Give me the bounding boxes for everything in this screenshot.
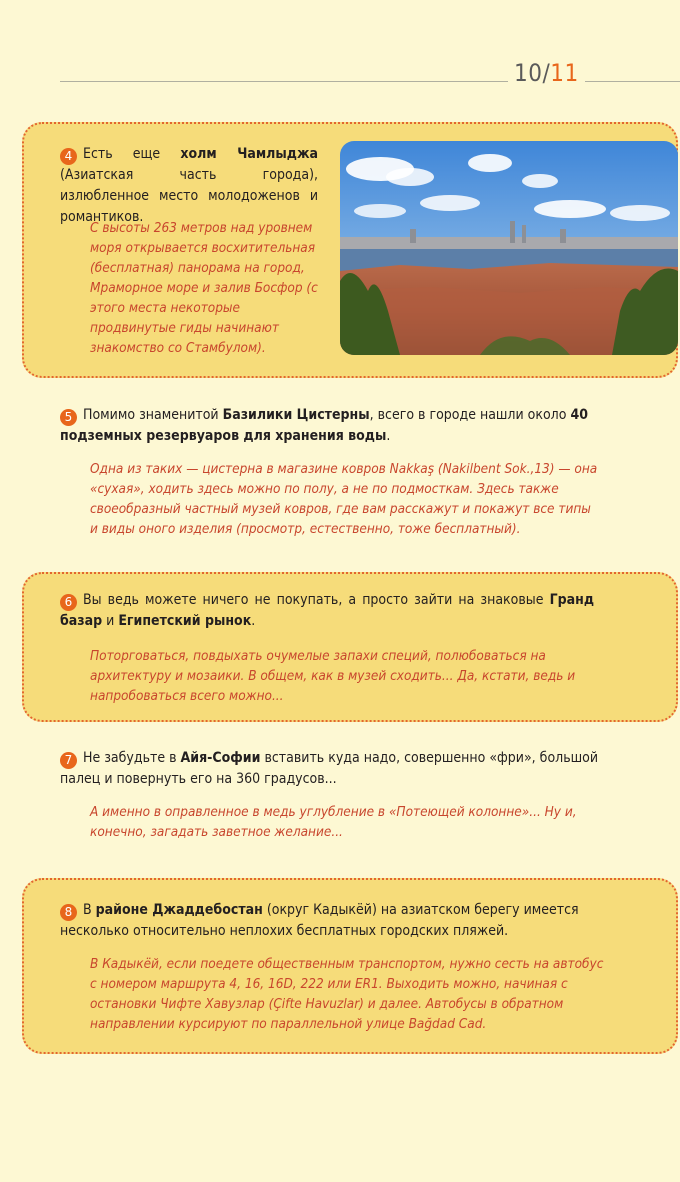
number-badge: 4 xyxy=(60,148,77,165)
text-part: В xyxy=(83,902,96,918)
tip-note: С высоты 263 метров над уровнем моря открывается восхитительная (бесплатная) панорама на город, Мраморное море и залив Босфор (с этого места некоторые продвинутые гиды начинают знакомство со Стамбулом). xyxy=(90,220,318,356)
tip-item-8 xyxy=(22,878,678,1054)
text-part: вставить куда надо, совершенно «фри», большой палец и повернуть его на 360 градусов... xyxy=(60,750,599,787)
tip-item-4 xyxy=(22,122,678,378)
text-part: , всего в городе нашли около xyxy=(369,407,571,423)
page-number xyxy=(508,58,585,88)
number-badge: 7 xyxy=(60,752,77,769)
text-part: . xyxy=(251,613,256,629)
text-part: Не забудьте в xyxy=(83,750,181,766)
tip-item-5 xyxy=(60,405,620,539)
text-bold: районе Джаддебостан xyxy=(95,902,263,918)
text-bold: Айя-Софии xyxy=(180,750,261,766)
text-part: . xyxy=(386,428,391,444)
tip-item-7 xyxy=(60,748,620,842)
tip-main-text xyxy=(60,405,600,447)
tip-note: Одна из таких — цистерна в магазине ковров Nakkaş (Nakilbent Sok.,13) — она «сухая», ходить здесь можно по полу, а не по подмосткам. Здесь также своеобразный частный музей ковров, где вам расскажут и покажут все типы и виды оного изделия (просмотр, естественно, тоже бесплатный). xyxy=(90,461,598,537)
tip-item-6 xyxy=(22,572,678,722)
page-total: 11 xyxy=(550,59,579,87)
text-part: (Азиатская часть города), излюбленное место молодоженов и романтиков. xyxy=(60,167,318,225)
number-badge: 5 xyxy=(60,409,77,426)
number-badge: 6 xyxy=(60,594,77,611)
text-bold: Базилики Цистерны xyxy=(222,407,370,423)
text-part: (округ Кадыкёй) на азиатском берегу имеется несколько относительно неплохих бесплатных городских пляжей. xyxy=(60,902,579,939)
text-part: Есть еще xyxy=(83,146,181,162)
page-separator: / xyxy=(542,59,551,87)
tip-note: В Кадыкёй, если поедете общественным транспортом, нужно сесть на автобус с номером маршрута 4, 16, 16D, 222 или ER1. Выходить можно, начиная с остановки Чифте Хавузлар (Çifte Havuzlar) и далее. Автобусы в обратном направлении курсируют по параллельной улице Bağdad Cad. xyxy=(90,956,604,1032)
tip-main-text xyxy=(60,144,318,228)
page-current: 10 xyxy=(514,59,543,87)
tip-main-text xyxy=(60,900,600,942)
header-rule xyxy=(60,81,680,82)
text-part: Вы ведь можете ничего не покупать, а просто зайти на знаковые xyxy=(83,592,550,608)
text-bold: Египетский рынок xyxy=(118,613,252,629)
tip-note: Поторговаться, повдыхать очумелые запахи специй, полюбоваться на архитектуру и мозаики. В общем, как в музей сходить... Да, кстати, ведь и напробоваться всего можно... xyxy=(90,648,576,704)
text-bold: Гранд базар xyxy=(60,592,594,629)
tip-main-text xyxy=(60,748,600,790)
panorama-image xyxy=(340,141,678,355)
camlica-panorama-photo xyxy=(340,141,678,355)
text-bold: 40 подземных резервуаров для хранения воды xyxy=(60,407,588,444)
page-header xyxy=(60,58,680,88)
tip-note: А именно в оправленное в медь углубление в «Потеющей колонне»... Ну и, конечно, загадать заветное желание... xyxy=(90,804,577,840)
text-part: Помимо знаменитой xyxy=(83,407,223,423)
text-part: и xyxy=(102,613,119,629)
text-bold: холм Чамлыджа xyxy=(180,146,318,162)
number-badge: 8 xyxy=(60,904,77,921)
tip-main-text xyxy=(60,590,594,632)
